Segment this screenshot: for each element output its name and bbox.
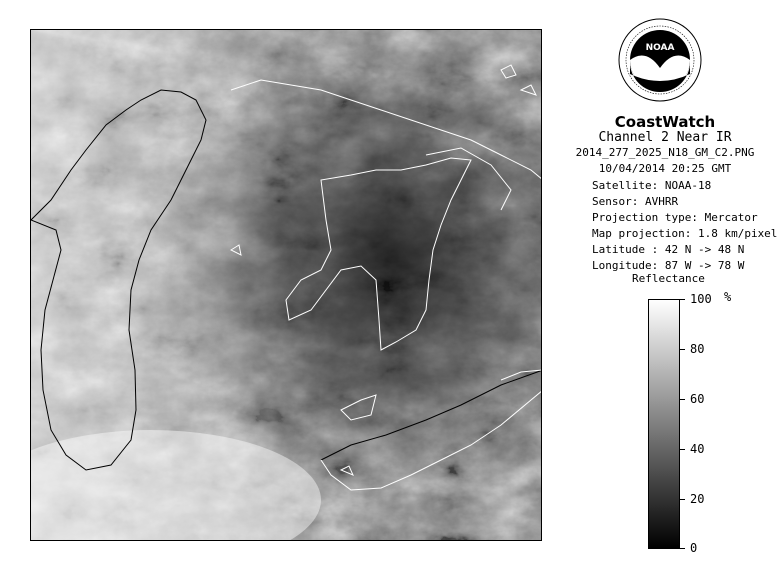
colorbar-label: Reflectance	[632, 272, 705, 285]
map-projection-label: Map projection: 1.8 km/pixel	[592, 227, 778, 240]
colorbar-tick-label: 100	[690, 292, 712, 306]
colorbar-tick	[680, 548, 685, 549]
satellite-label: Satellite: NOAA-18	[592, 179, 712, 192]
noaa-logo	[618, 18, 702, 102]
longitude-label: Longitude: 87 W -> 78 W	[592, 259, 745, 272]
datetime-label: 10/04/2014 20:25 GMT	[598, 162, 732, 175]
colorbar	[648, 299, 680, 549]
colorbar-tick	[680, 349, 685, 350]
colorbar-tick-label: 80	[690, 342, 705, 356]
colorbar-tick-label: 40	[690, 442, 705, 456]
colorbar-tick-label: 60	[690, 392, 705, 406]
latitude-label: Latitude : 42 N -> 48 N	[592, 243, 745, 256]
page-title: CoastWatch	[614, 113, 716, 131]
projection-type-label: Projection type: Mercator	[592, 211, 758, 224]
satellite-image	[30, 29, 542, 541]
sensor-label: Sensor: AVHRR	[592, 195, 679, 208]
colorbar-tick-label: 0	[690, 541, 698, 555]
colorbar-tick-label: 20	[690, 492, 705, 506]
channel-subtitle: Channel 2 Near IR	[598, 130, 732, 145]
colorbar-tick	[680, 299, 685, 300]
noaa-logo-text: NOAA	[645, 43, 675, 53]
satellite-image-svg	[31, 30, 542, 541]
colorbar-tick	[680, 449, 685, 450]
colorbar-tick	[680, 499, 685, 500]
colorbar-tick	[680, 399, 685, 400]
filename-label: 2014_277_2025_N18_GM_C2.PNG	[575, 146, 755, 159]
colorbar-unit: %	[724, 290, 732, 304]
